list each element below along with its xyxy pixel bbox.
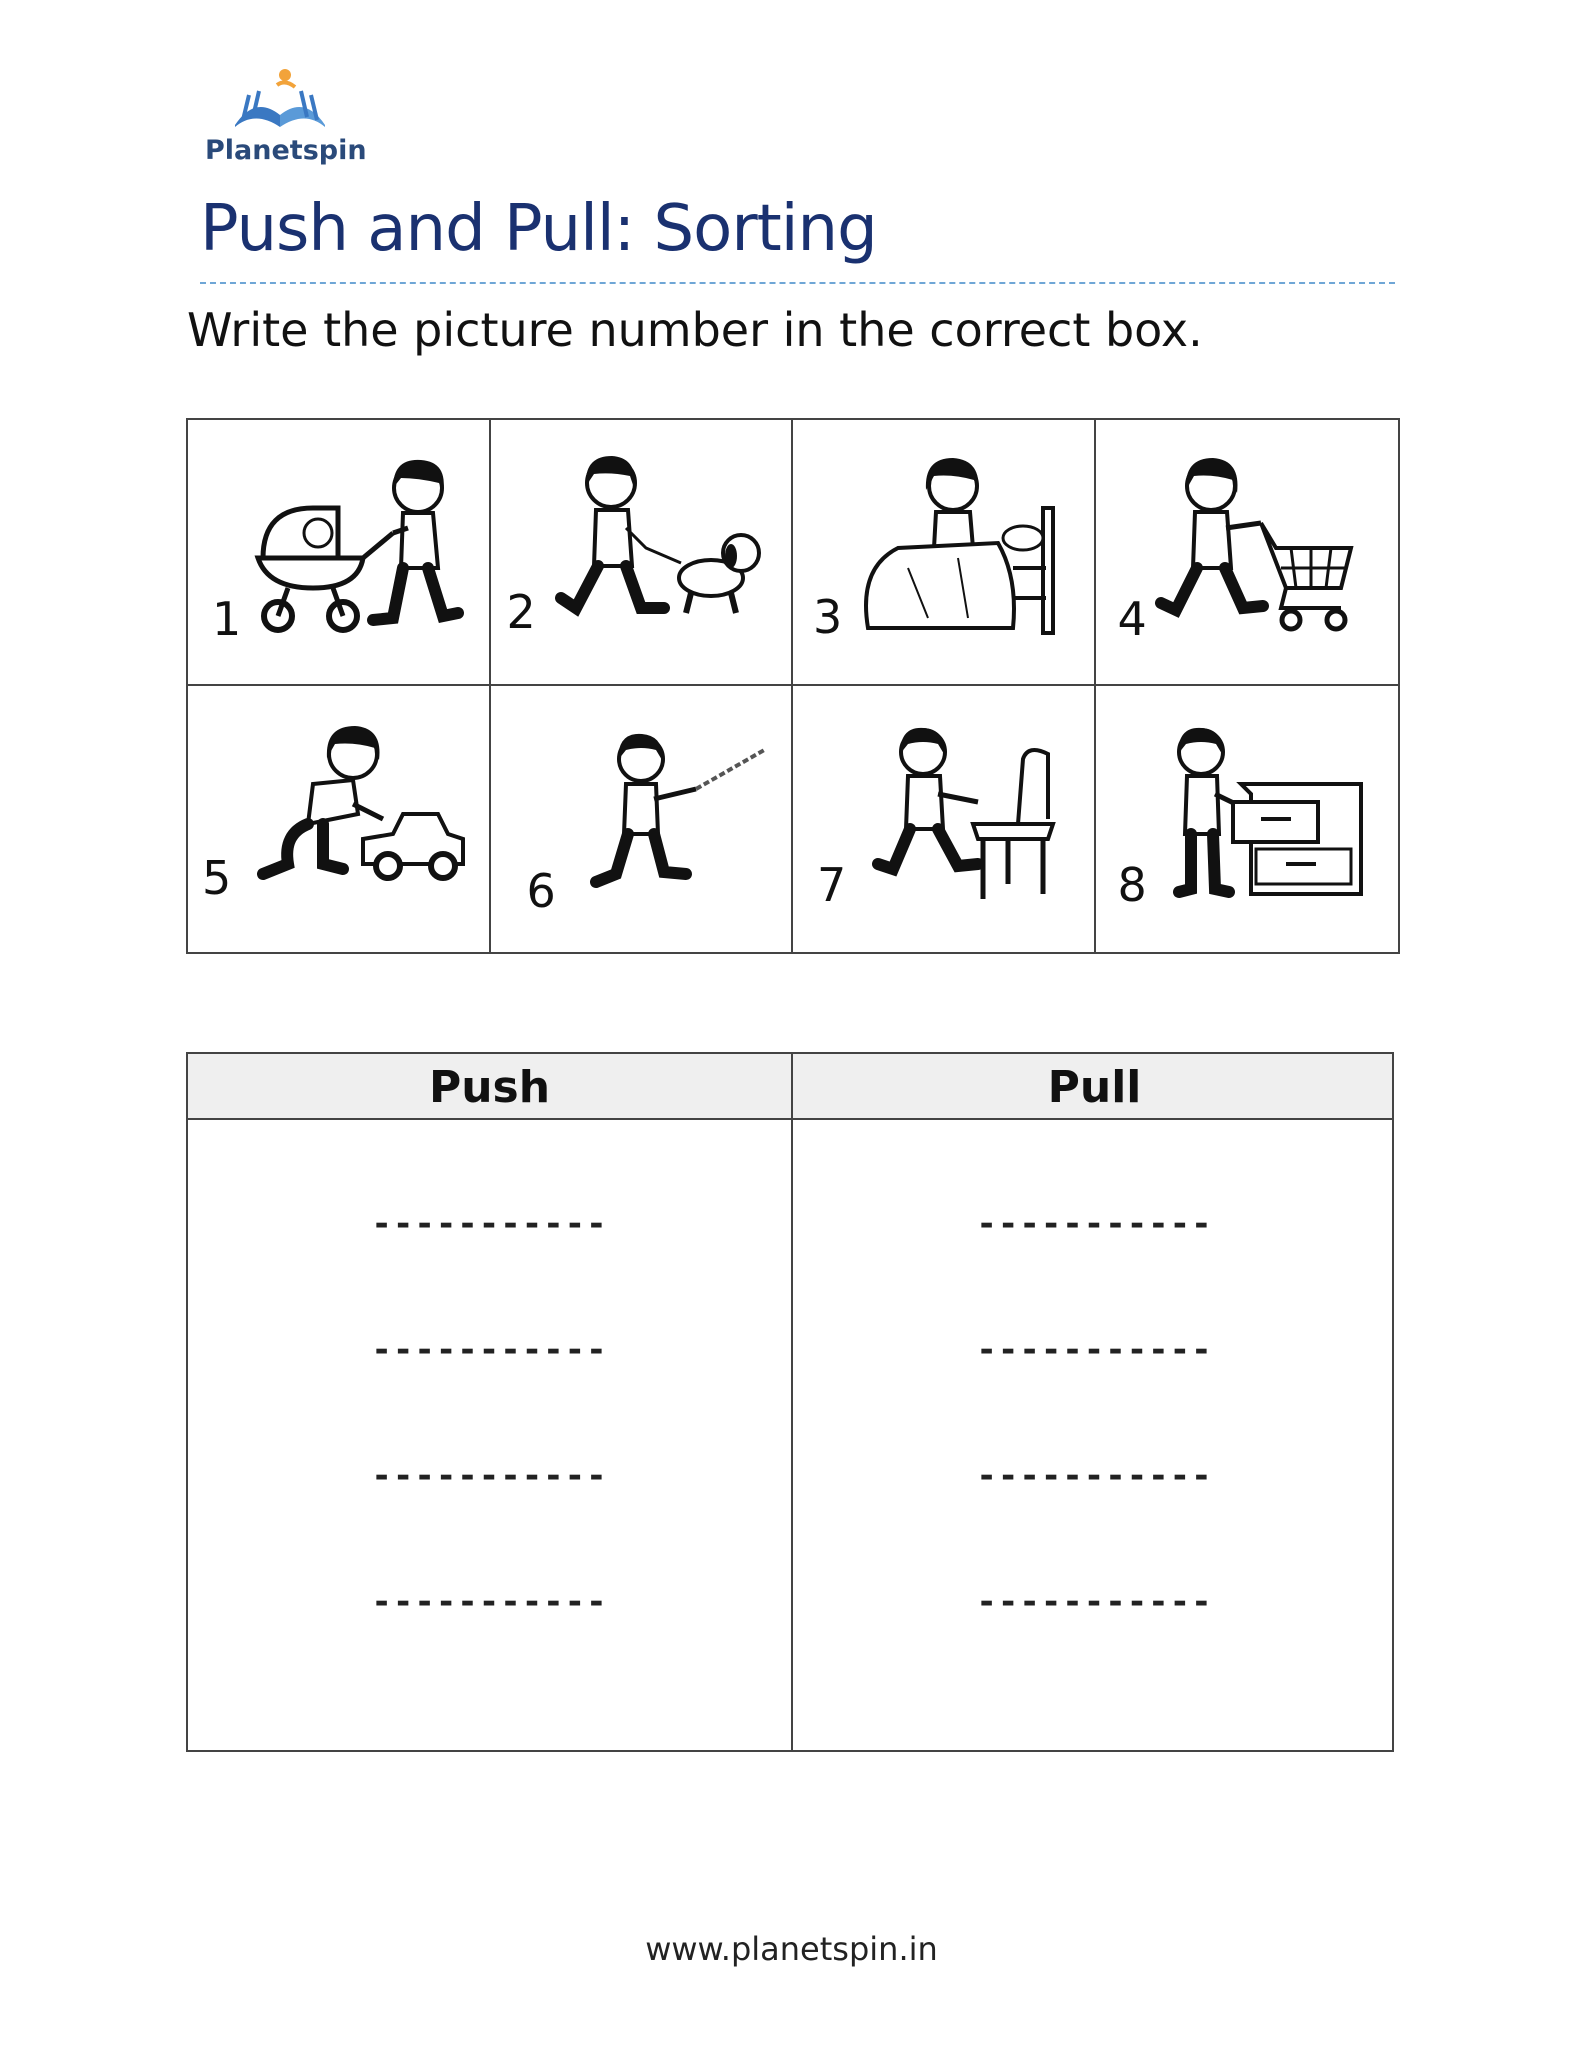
push-answer-blank[interactable]: -----------: [371, 1330, 608, 1370]
picture-cell-2: [491, 420, 794, 686]
boy-pushing-chair-icon: [848, 714, 1073, 914]
picture-number: 1: [212, 592, 242, 646]
picture-cell-3: [793, 420, 1096, 686]
pull-answer-blank[interactable]: -----------: [976, 1582, 1213, 1622]
picture-cell-4: [1096, 420, 1399, 686]
picture-number: 5: [202, 851, 232, 905]
column-divider: [791, 1054, 793, 1750]
instruction-text: Write the picture number in the correct box.: [187, 303, 1203, 357]
push-answer-blank[interactable]: -----------: [371, 1582, 608, 1622]
pull-answer-blank[interactable]: -----------: [976, 1456, 1213, 1496]
push-answer-blank[interactable]: -----------: [371, 1456, 608, 1496]
pull-answer-blank[interactable]: -----------: [976, 1204, 1213, 1244]
picture-cell-1: [188, 420, 491, 686]
pull-column-header: Pull: [1047, 1062, 1142, 1113]
book-with-person-icon: [225, 65, 335, 133]
picture-number: 2: [506, 585, 536, 639]
logo-text: Planetspin: [205, 135, 367, 166]
pull-answer-blank[interactable]: -----------: [976, 1330, 1213, 1370]
child-pushing-toy-car-icon: [243, 714, 468, 914]
planetspin-logo: [205, 65, 367, 175]
picture-cell-6: [491, 686, 794, 952]
footer-url: www.planetspin.in: [645, 1930, 938, 1968]
picture-number: 6: [526, 864, 556, 918]
sorting-table: [186, 1052, 1394, 1752]
picture-cell-8: [1096, 686, 1399, 952]
picture-number: 3: [813, 590, 843, 644]
push-column-header: Push: [428, 1062, 551, 1113]
boy-pulling-rope-icon: [546, 714, 771, 914]
page-title: Push and Pull: Sorting: [200, 192, 877, 266]
girl-pulling-bed-blanket-icon: [848, 448, 1073, 648]
girl-walking-dog-on-leash-icon: [546, 448, 771, 648]
title-divider: [200, 282, 1395, 284]
push-answer-blank[interactable]: -----------: [371, 1204, 608, 1244]
girl-pushing-shopping-cart-icon: [1151, 448, 1376, 648]
picture-cell-7: [793, 686, 1096, 952]
picture-number: 4: [1117, 592, 1147, 646]
picture-cell-5: [188, 686, 491, 952]
picture-grid: [186, 418, 1400, 954]
boy-pulling-drawer-icon: [1151, 714, 1376, 914]
girl-pushing-baby-stroller-icon: [243, 448, 468, 648]
picture-number: 8: [1117, 858, 1147, 912]
picture-number: 7: [817, 858, 847, 912]
